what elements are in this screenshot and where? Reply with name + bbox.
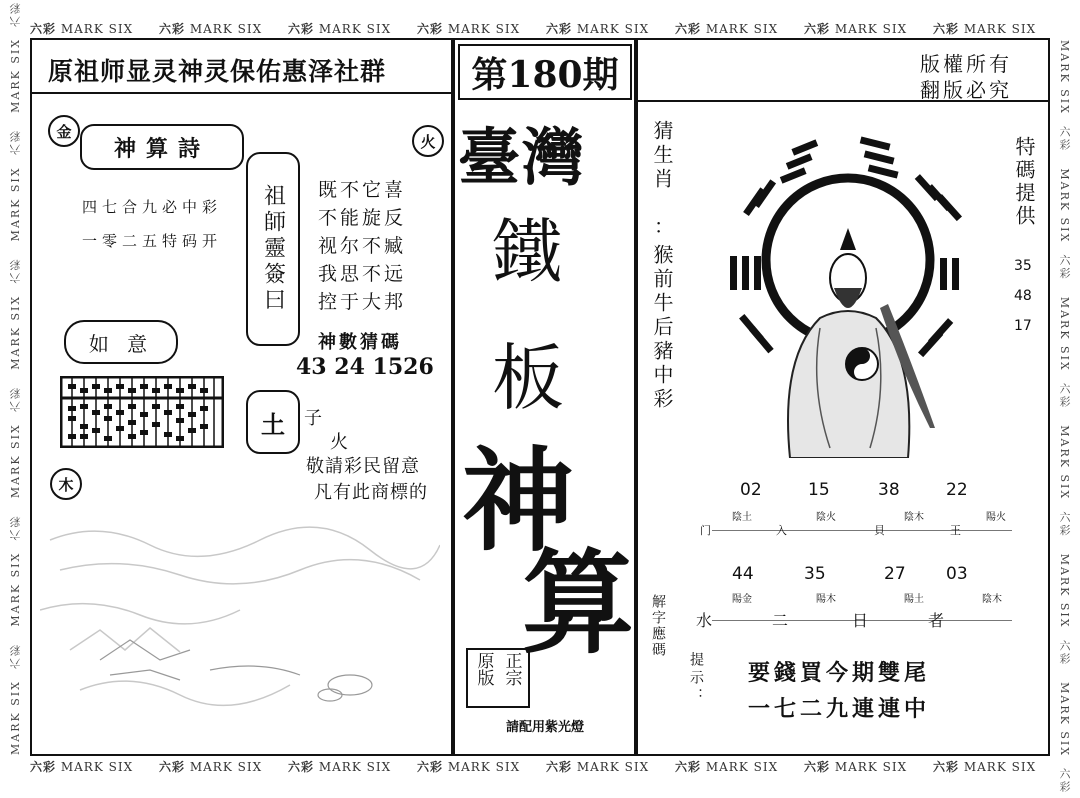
- watermark-item: 六彩 MARK SIX: [30, 760, 134, 774]
- special-number-3: 17: [1014, 318, 1032, 334]
- special-number-2: 48: [1014, 288, 1032, 304]
- poem-line-1: 四七合九必中彩: [82, 198, 223, 216]
- riddle-label: 解字應碼: [650, 594, 666, 658]
- notice-line-1: 敬請彩民留意: [306, 456, 420, 477]
- guess-label: 神數猜碼: [318, 332, 402, 353]
- watermark-item: 六彩 MARK SIX: [288, 760, 392, 774]
- ruyi-label: 如 意: [88, 331, 154, 356]
- huo-label: 火: [330, 432, 348, 453]
- poem-line-2: 一零二五特码开: [82, 232, 223, 250]
- divider-center-right: [634, 38, 638, 754]
- row1-number: 22: [946, 480, 968, 500]
- issue-number: 第180期: [471, 53, 619, 96]
- zodiac-colon: ：: [654, 214, 674, 238]
- row2-tag: 陽木: [816, 594, 836, 605]
- row1-char: 王: [950, 524, 961, 537]
- landscape-sketch: [40, 500, 440, 740]
- watermark-item: 六彩 MARK SIX: [159, 22, 263, 36]
- oracle-label: 祖師靈簽曰: [260, 184, 286, 314]
- hint-line-1: 要錢買今期雙尾: [748, 660, 931, 686]
- row1-char: 入: [776, 524, 787, 537]
- row1-char: 门: [700, 524, 711, 537]
- oracle-line: 既不它喜: [318, 179, 407, 201]
- row1-tag: 陰火: [816, 512, 836, 523]
- zodiac-answer: 猴前牛后豬中彩: [650, 244, 674, 412]
- watermark-item: 六彩 MARK SIX: [675, 22, 779, 36]
- row2-tag: 陰木: [982, 594, 1002, 605]
- authentic-seal: [466, 648, 530, 708]
- row2-char: 者: [928, 611, 945, 630]
- watermark-item: 六彩 MARK SIX: [804, 22, 908, 36]
- oracle-verse: [318, 176, 406, 316]
- element-earth-box: [246, 390, 300, 454]
- element-wood-badge: 木: [50, 468, 82, 500]
- zi-label: 子: [304, 408, 322, 429]
- row1-tag: 陰土: [732, 512, 752, 523]
- bagua-deity-image: [730, 128, 970, 458]
- title-taiwan: 臺灣: [458, 121, 587, 194]
- row1-char: 貝: [874, 524, 885, 537]
- watermark-right-col: MARK SIX 六彩 MARK SIX 六彩 MARK SIX 六彩 MARK SIX 六彩 MARK SIX 六彩 MARK SIX 六彩: [1058, 40, 1071, 795]
- oracle-label-box: [246, 152, 300, 346]
- hint-line-2: 一七二九連連中: [748, 696, 931, 722]
- element-fire-badge: 火: [412, 125, 444, 157]
- oracle-line: 我思不远: [318, 263, 407, 285]
- watermark-item: 六彩 MARK SIX: [933, 22, 1037, 36]
- special-number-1: 35: [1014, 258, 1032, 274]
- copyright-line2: 翻版必究: [920, 78, 1012, 102]
- watermark-item: 六彩 MARK SIX: [30, 22, 134, 36]
- row2-char: 水: [696, 611, 713, 630]
- watermark-item: 六彩 MARK SIX: [288, 22, 392, 36]
- oracle-line: 视尔不臧: [318, 235, 407, 257]
- title-suan: 算: [522, 538, 634, 669]
- watermark-item: 六彩 MARK SIX: [675, 760, 779, 774]
- watermark-item: 六彩 MARK SIX: [417, 22, 521, 36]
- ruyi-box: [64, 320, 178, 364]
- watermark-item: 六彩 MARK SIX: [546, 760, 650, 774]
- abacus-icon: [60, 376, 224, 448]
- oracle-line: 不能旋反: [318, 207, 407, 229]
- watermark-bottom-row: [30, 758, 1062, 775]
- row2-number: 27: [884, 564, 906, 584]
- row2-char: 二: [772, 611, 789, 630]
- watermark-top-row: [30, 20, 1062, 37]
- row2-number: 03: [946, 564, 968, 584]
- oracle-line: 控于大邦: [318, 291, 407, 313]
- guess-numbers: 43 24 1526: [296, 354, 434, 380]
- copyright-line1: 版權所有: [920, 52, 1012, 76]
- row2-tag: 陽土: [904, 594, 924, 605]
- special-code-label: 特碼提供: [1012, 136, 1036, 228]
- divider-header-left: [30, 92, 453, 94]
- seal-text: 正宗: [501, 652, 522, 686]
- watermark-item: 六彩 MARK SIX: [546, 22, 650, 36]
- zodiac-prefix: 猜生肖: [650, 120, 674, 192]
- row2-tag: 陽金: [732, 594, 752, 605]
- issue-number-box: [458, 44, 632, 100]
- watermark-item: 六彩 MARK SIX: [804, 760, 908, 774]
- row1-tag: 陽火: [986, 512, 1006, 523]
- watermark-item: 六彩 MARK SIX: [417, 760, 521, 774]
- poem-title-box: [80, 124, 244, 170]
- element-earth-label: 土: [261, 409, 285, 439]
- footer-note: 請配用紫光燈: [506, 720, 585, 735]
- watermark-item: 六彩 MARK SIX: [159, 760, 263, 774]
- row1-line: [712, 530, 1012, 531]
- row2-char: 日: [852, 611, 869, 630]
- poem-title: 神算詩: [113, 135, 210, 162]
- row2-number: 44: [732, 564, 754, 584]
- notice-line-2: 凡有此商標的: [314, 482, 428, 503]
- left-slogan: 原祖师显灵神灵保佑惠泽社群: [48, 57, 387, 86]
- hint-label: 提示：: [688, 652, 704, 706]
- title-ban: 板: [492, 336, 565, 420]
- watermark-item: 六彩 MARK SIX: [933, 760, 1037, 774]
- element-gold-badge: 金: [48, 115, 80, 147]
- row1-number: 38: [878, 480, 900, 500]
- divider-left-center: [451, 38, 455, 754]
- watermark-left-col: MARK SIX 六彩 MARK SIX 六彩 MARK SIX 六彩 MARK SIX 六彩 MARK SIX 六彩 MARK SIX 六彩: [9, 0, 22, 755]
- seal-text: 原版: [473, 652, 494, 686]
- title-tie: 鐵: [492, 211, 562, 293]
- row2-number: 35: [804, 564, 826, 584]
- row1-number: 02: [740, 480, 762, 500]
- row1-tag: 陰木: [904, 512, 924, 523]
- title-shen: 神: [462, 436, 574, 567]
- row1-number: 15: [808, 480, 830, 500]
